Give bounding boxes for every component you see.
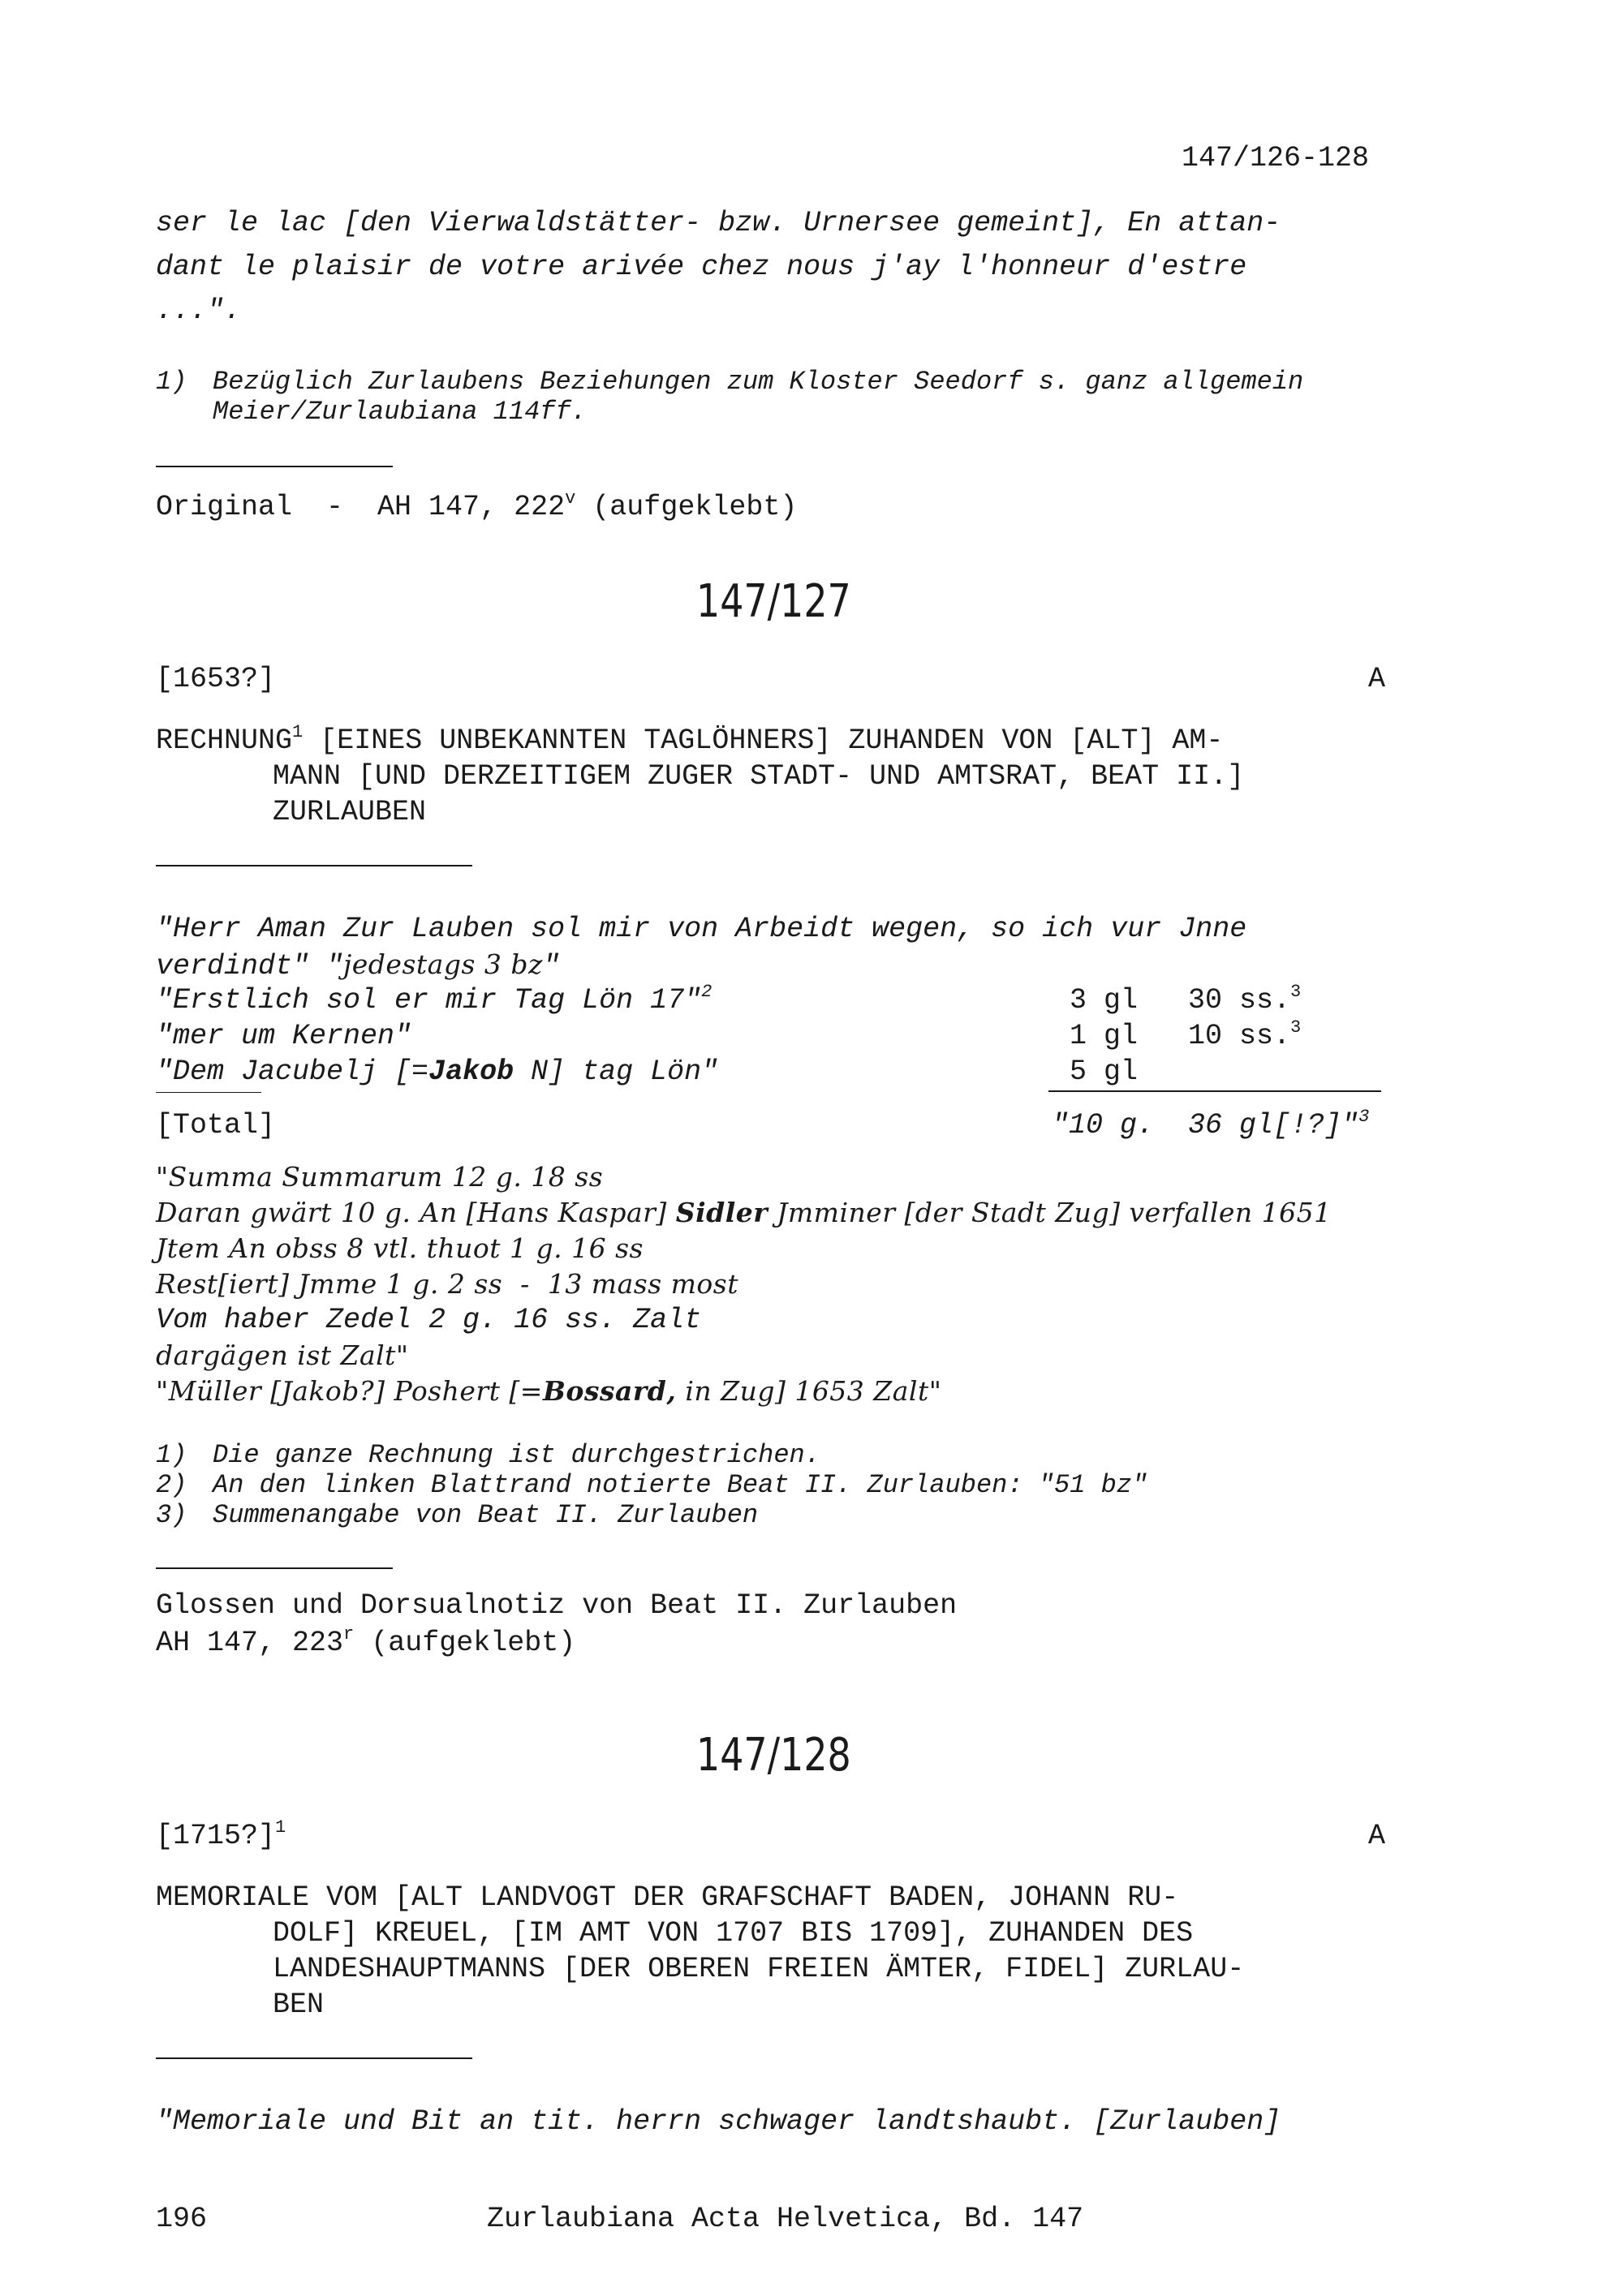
gloss-line-6: dargägen ist Zalt" bbox=[156, 1339, 409, 1371]
document-heading-128-line-4: BEN bbox=[273, 1989, 325, 2021]
gloss-line-5: Vom haber Zedel 2 g. 16 ss. Zalt bbox=[156, 1304, 702, 1336]
item-underline bbox=[156, 1092, 261, 1093]
gloss-line-1: "Summa Summarum 12 g. 18 ss bbox=[156, 1161, 604, 1193]
document-heading-128-line-2: DOLF] KREUEL, [IM AMT VON 1707 BIS 1709], ZUHANDEN DES bbox=[273, 1917, 1194, 1950]
prev-text-line-3: ...". bbox=[156, 295, 242, 327]
prev-footnote-line-1: Bezüglich Zurlaubens Beziehungen zum Kloster Seedorf s. ganz allgemein bbox=[213, 367, 1304, 397]
invoice-item-gl: 3 gl bbox=[1070, 984, 1139, 1017]
document-title-127: 147/127 bbox=[696, 575, 851, 628]
sum-rule bbox=[1048, 1090, 1381, 1092]
invoice-total-value: "10 g. 36 gl[!?]"$^3$ bbox=[1052, 1107, 1370, 1142]
invoice-item-ss: 10 ss.$^3$ bbox=[1188, 1017, 1302, 1052]
document-heading-128-line-1: MEMORIALE VOM [ALT LANDVOGT DER GRAFSCHAFT BADEN, JOHANN RU- bbox=[156, 1881, 1179, 1914]
prev-footnote-number: 1) bbox=[156, 367, 187, 397]
document-date-127: [1653?] bbox=[156, 663, 276, 695]
source-note-line-2: AH 147, 223$^r$ (aufgeklebt) bbox=[156, 1624, 576, 1659]
document-mark-127: A bbox=[1368, 663, 1386, 695]
invoice-item-label: "Dem Jacubelj [=Jakob N] tag Lön" bbox=[156, 1056, 719, 1088]
separator-rule bbox=[156, 466, 393, 467]
document-mark-128: A bbox=[1368, 1820, 1386, 1852]
footnote-number: 1) bbox=[156, 1440, 187, 1470]
invoice-item-gl: 5 gl bbox=[1070, 1056, 1139, 1088]
invoice-item-gl: 1 gl bbox=[1070, 1020, 1139, 1052]
footnote-text: Summenangabe von Beat II. Zurlauben bbox=[213, 1500, 759, 1530]
source-note-line-1: Glossen und Dorsualnotiz von Beat II. Zurlauben bbox=[156, 1589, 958, 1622]
page-number: 196 bbox=[156, 2203, 208, 2235]
document-heading-128-line-3: LANDESHAUPTMANNS [DER OBEREN FREIEN ÄMTER, FIDEL] ZURLAU- bbox=[273, 1953, 1245, 1985]
invoice-intro-line-2: verdindt" "jedestags 3 bz" bbox=[156, 948, 560, 982]
footnote-text: Die ganze Rechnung ist durchgestrichen. bbox=[213, 1440, 820, 1470]
separator-rule bbox=[156, 1567, 393, 1569]
series-title: Zurlaubiana Acta Helvetica, Bd. 147 bbox=[487, 2203, 1084, 2235]
document-date-128: [1715?]$^1$ bbox=[156, 1817, 286, 1852]
invoice-item-label: "Erstlich sol er mir Tag Lön 17"$^2$ bbox=[156, 982, 712, 1017]
footnote-number: 2) bbox=[156, 1470, 187, 1500]
memorial-intro: "Memoriale und Bit an tit. herrn schwager landtshaubt. [Zurlauben] bbox=[156, 2105, 1281, 2138]
invoice-item-label: "mer um Kernen" bbox=[156, 1020, 412, 1052]
running-header-ref: 147/126-128 bbox=[1182, 142, 1370, 174]
prev-footnote-line-2: Meier/Zurlaubiana 114ff. bbox=[213, 397, 587, 427]
separator-rule bbox=[156, 865, 472, 866]
document-title-128: 147/128 bbox=[696, 1729, 851, 1782]
gloss-line-7: "Müller [Jakob?] Poshert [=Bossard, in Zug] 1653 Zalt" bbox=[156, 1375, 942, 1407]
gloss-line-3: Jtem An obss 8 vtl. thuot 1 g. 16 ss bbox=[156, 1232, 644, 1264]
footnote-number: 3) bbox=[156, 1500, 187, 1530]
invoice-total-label: [Total] bbox=[156, 1109, 276, 1142]
invoice-item-ss: 30 ss.$^3$ bbox=[1188, 982, 1302, 1017]
prev-source-note: Original - AH 147, 222$^v$ (aufgeklebt) bbox=[156, 488, 798, 523]
footnote-text: An den linken Blattrand notierte Beat II. Zurlauben: "51 bz" bbox=[213, 1470, 1148, 1500]
gloss-line-2: Daran gwärt 10 g. An [Hans Kaspar] Sidler Jmminer [der Stadt Zug] verfallen 1651 bbox=[156, 1197, 1332, 1228]
document-heading-127-line-1: RECHNUNG$^1$ [EINES UNBEKANNTEN TAGLÖHNERS] ZUHANDEN VON [ALT] AM- bbox=[156, 722, 1224, 757]
gloss-line-4: Rest[iert] Jmme 1 g. 2 ss - 13 mass most bbox=[156, 1268, 738, 1300]
separator-rule bbox=[156, 2057, 472, 2059]
prev-text-line-1: ser le lac [den Vierwaldstätter- bzw. Urnersee gemeint], En attan- bbox=[156, 207, 1281, 239]
document-heading-127-line-3: ZURLAUBEN bbox=[273, 796, 427, 828]
invoice-intro-line-1: "Herr Aman Zur Lauben sol mir von Arbeidt wegen, so ich vur Jnne bbox=[156, 913, 1247, 945]
document-heading-127-line-2: MANN [UND DERZEITIGEM ZUGER STADT- UND AMTSRAT, BEAT II.] bbox=[273, 760, 1245, 793]
prev-text-line-2: dant le plaisir de votre arivée chez nous j'ay l'honneur d'estre bbox=[156, 251, 1247, 283]
